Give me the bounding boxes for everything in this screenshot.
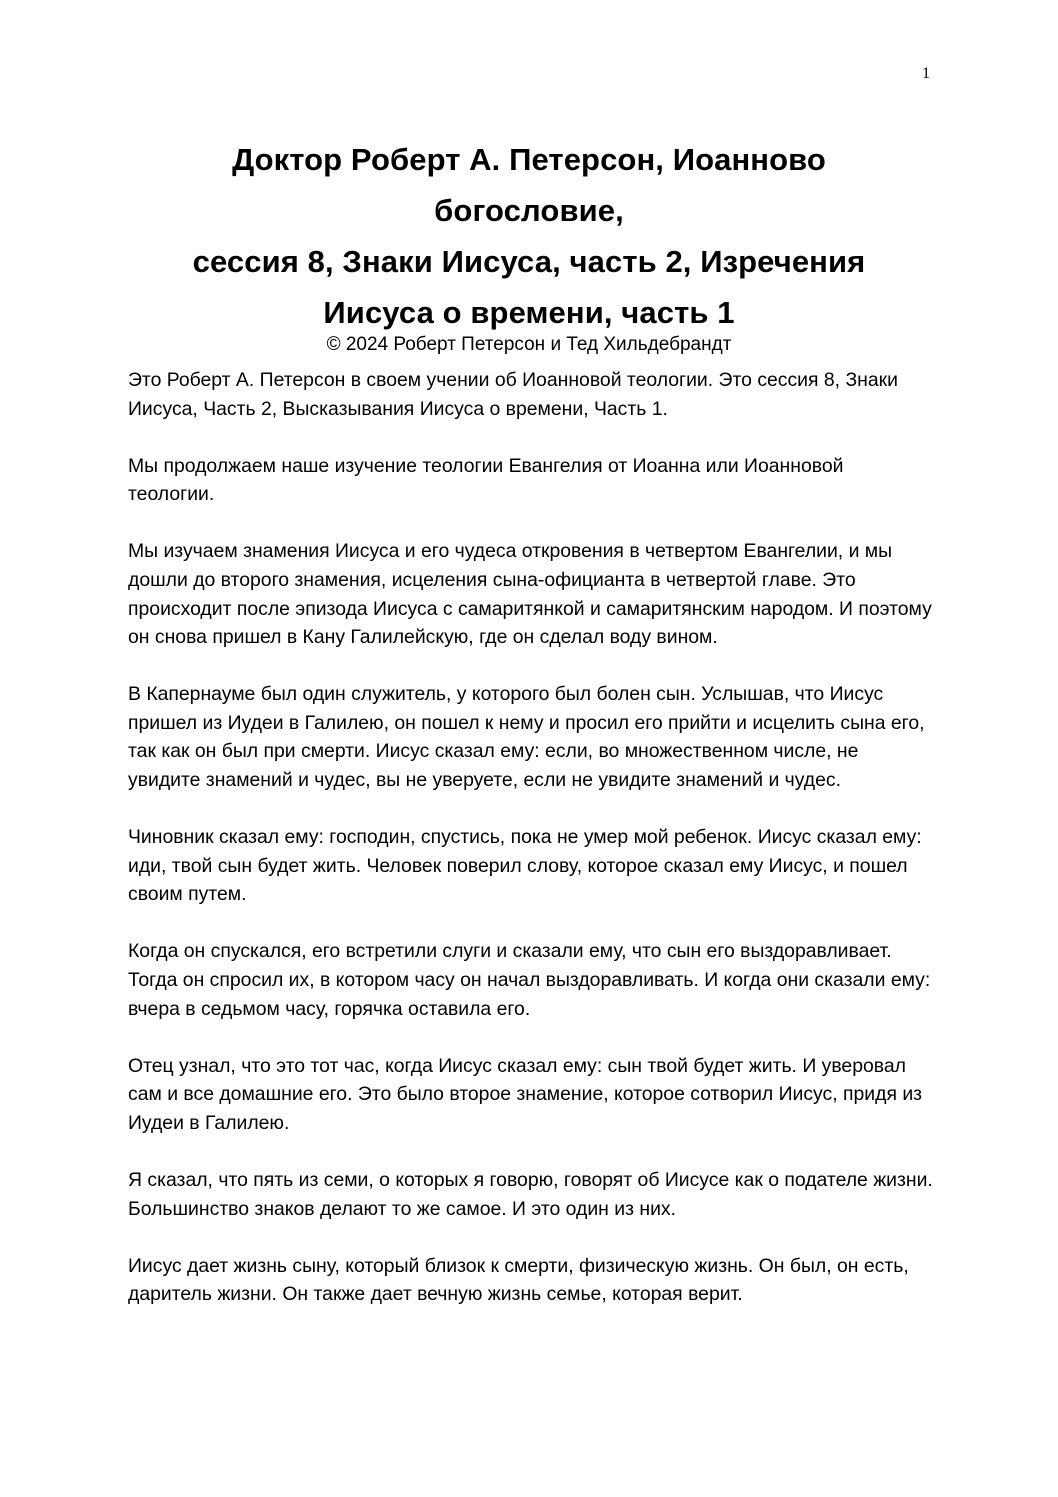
- paragraph: Мы изучаем знамения Иисуса и его чудеса откровения в четвертом Евангелии, и мы дошли до второго знамения, исцеления сына-официанта в четвертой главе. Это происходит после эпизода Иисуса с самаритянкой и самаритянским народом. И поэтому он снова пришел в Кану Галилейскую, где он сделал воду вином.: [128, 540, 932, 649]
- title-line: Иисуса о времени, часть 1: [323, 295, 735, 330]
- paragraph: Отец узнал, что это тот час, когда Иисус сказал ему: сын твой будет жить. И уверовал сам и все домашние его. Это было второе знамение, которое сотворил Иисус, придя из Иудеи в Галилею.: [128, 1054, 923, 1134]
- document-body: [128, 366, 933, 1337]
- title-line: Доктор Роберт А. Петерсон, Иоанново: [232, 142, 826, 177]
- paragraph: В Капернауме был один служитель, у которого был болен сын. Услышав, что Иисус пришел из Иудеи в Галилею, он пошел к нему и просил его прийти и исцелить сына его, так как он был при смерти. Иисус сказал ему: если, во множественном числе, не увидите знамений и чудес, вы не уверуете, если не увидите знамений и чудес.: [128, 683, 925, 792]
- copyright-notice: © 2024 Роберт Петерсон и Тед Хильдебрандт: [326, 334, 732, 355]
- paragraph: Когда он спускался, его встретили слуги и сказали ему, что сын его выздоравливает. Тогда он спросил их, в котором часу он начал выздоравливать. И когда они сказали ему: вчера в седьмом часу, горячка оставила его.: [128, 940, 931, 1020]
- paragraph: Это Роберт А. Петерсон в своем учении об Иоанновой теологии. Это сессия 8, Знаки Иисуса, Часть 2, Высказывания Иисуса о времени, Часть 1.: [128, 369, 898, 420]
- title-line: сессия 8, Знаки Иисуса, часть 2, Изречения: [192, 244, 866, 279]
- paragraph: Иисус дает жизнь сыну, который близок к смерти, физическую жизнь. Он был, он есть, даритель жизни. Он также дает вечную жизнь семье, которая верит.: [128, 1254, 909, 1306]
- title-line: богословие,: [434, 193, 624, 228]
- paragraph: Я сказал, что пять из семи, о которых я говорю, говорят об Иисусе как о подателе жизни. Большинство знаков делают то же самое. И это один из них.: [128, 1168, 933, 1220]
- paragraph: Мы продолжаем наше изучение теологии Евангелия от Иоанна или Иоанновой теологии.: [128, 454, 844, 506]
- document-title: [128, 134, 930, 358]
- page-number: 1: [922, 65, 930, 82]
- paragraph: Чиновник сказал ему: господин, спустись, пока не умер мой ребенок. Иисус сказал ему: иди, твой сын будет жить. Человек поверил слову, которое сказал ему Иисус, и пошел своим путем.: [128, 826, 922, 906]
